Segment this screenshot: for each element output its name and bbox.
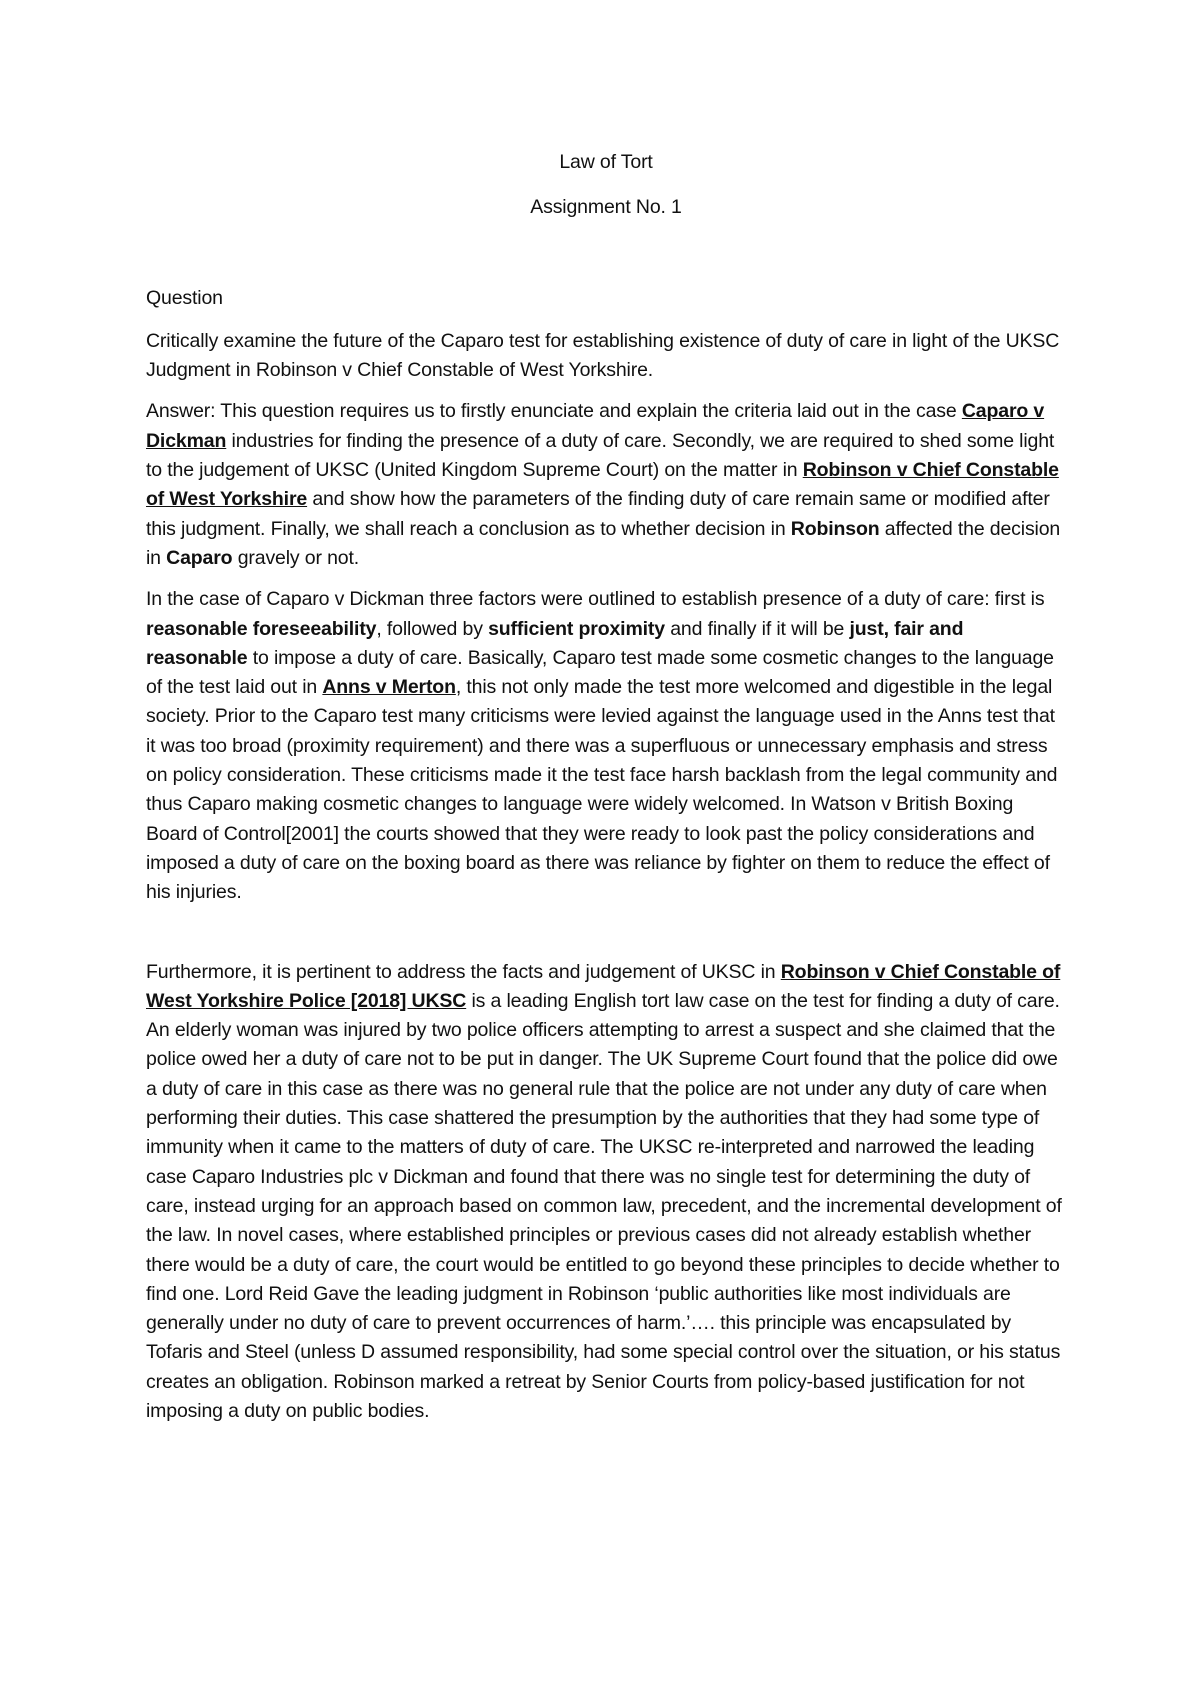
- para2-text-1: In the case of Caparo v Dickman three factors were outlined to establish presence of a duty of care: first is: [146, 588, 1045, 611]
- case-robinson-v-chief-constable: Robinson v Chief Constable of West Yorkshire: [146, 459, 1059, 511]
- bold-sufficient-proximity: sufficient proximity: [488, 617, 665, 640]
- bold-caparo: Caparo: [166, 546, 233, 569]
- document-title: Law of Tort: [559, 151, 653, 173]
- case-robinson-2018-uksc: Robinson v Chief Constable of West Yorkshire Police [2018] UKSC: [146, 960, 1061, 1012]
- answer-text-2: industries for finding the presence of a duty of care. Secondly, we are required to shed some light to the judgement of UKSC (United Kingdom Supreme Court) on the matter in: [146, 429, 1055, 482]
- answer-text-5: gravely or not.: [232, 546, 360, 569]
- document-subtitle: Assignment No. 1: [530, 196, 682, 219]
- question-label: Question: [146, 286, 223, 309]
- answer-text-1: Answer: This question requires us to firstly enunciate and explain the criteria laid out in the case: [146, 400, 962, 423]
- bold-reasonable-foreseeability: reasonable foreseeability: [146, 617, 377, 640]
- case-anns-v-merton: Anns v Merton: [322, 676, 456, 699]
- para2-text-4: to impose a duty of care. Basically, Caparo test made some cosmetic changes to the language of the test laid out in: [146, 646, 1054, 699]
- para3-text-1: Furthermore, it is pertinent to address the facts and judgement of UKSC in: [146, 960, 781, 983]
- document-body: [146, 148, 1066, 1438]
- robinson-paragraph: [146, 958, 1066, 1427]
- answer-text-4: affected the decision in: [146, 517, 1061, 569]
- para2-text-3: and finally if it will be: [664, 617, 850, 640]
- para2-text-5: , this not only made the test more welcomed and digestible in the legal society. Prior to the Caparo test many criticisms were levied against the language used in the Anns test that it was too broad (proximity requirement) and there was a superfluous or unnecessary emphasis and stress on policy consideration. These criticisms made it the test face harsh backlash from the legal community and thus Caparo making cosmetic changes to language were widely welcomed. In Watson v British Boxing Board of Control[2001] the courts showed that they were ready to look past the policy considerations and imposed a duty of care on the boxing board as there was reliance by fighter on them to reduce the effect of his injuries.: [146, 676, 1058, 904]
- answer-paragraph: [146, 397, 1066, 573]
- para2-text-2: , followed by: [376, 617, 489, 640]
- bold-robinson: Robinson: [790, 517, 880, 540]
- para3-text-2: is a leading English tort law case on the test for finding a duty of care. An elderly woman was injured by two police officers attempting to arrest a suspect and she claimed that the police owed her a duty of care not to be put in danger. The UK Supreme Court found that the police did owe a duty of care in this case as there was no general rule that the police are not under any duty of care when performing their duties. This case shattered the presumption by the authorities that they had some type of immunity when it came to the matters of duty of care. The UKSC re-interpreted and narrowed the leading case Caparo Industries plc v Dickman and found that there was no single test for determining the duty of care, instead urging for an approach based on common law, precedent, and the incremental development of the law. In novel cases, where established principles or previous cases did not already establish whether there would be a duty of care, the court would be entitled to go beyond these principles to decide whether to find one. Lord Reid Gave the leading judgment in Robinson ‘public authorities like most individuals are generally under no duty of care to prevent occurrences of harm.’…. this principle was encapsulated by Tofaris and Steel (unless D assumed responsibility, had some special control over the situation, or his status creates an obligation. Robinson marked a retreat by Senior Courts from policy-based justification for not imposing a duty on public bodies.: [146, 989, 1062, 1422]
- question-text: Critically examine the future of the Caparo test for establishing existence of duty of care in light of the UKSC Judgment in Robinson v Chief Constable of West Yorkshire.: [146, 329, 1060, 382]
- answer-text-3: and show how the parameters of the finding duty of care remain same or modified after this judgment. Finally, we shall reach a conclusion as to whether decision in: [146, 488, 1050, 540]
- caparo-factors-paragraph: [146, 585, 1066, 907]
- bold-just-fair-reasonable: just, fair and reasonable: [146, 617, 964, 669]
- case-caparo-v-dickman: Caparo v Dickman: [146, 400, 1045, 452]
